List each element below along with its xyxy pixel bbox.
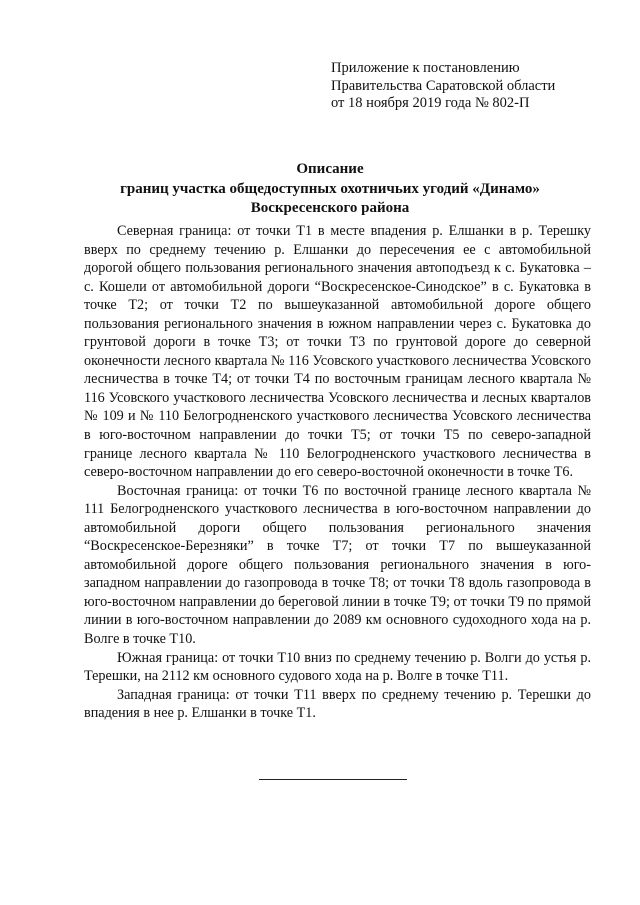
west-boundary-paragraph: Западная граница: от точки Т11 вверх по среднему течению р. Терешки до впадения в нее р. Елшанки в точке Т1. (84, 686, 591, 722)
title-line-1: Описание (296, 161, 364, 177)
closing-separator-line (259, 779, 407, 780)
appendix-line-2: Правительства Саратовской области (331, 77, 556, 94)
appendix-header (331, 60, 631, 113)
title-line-2: границ участка общедоступных охотничьих угодий «Динамо» (120, 180, 540, 197)
south-boundary-paragraph: Южная граница: от точки Т10 вниз по среднему течению р. Волги до устья р. Терешки, на 2112 км основного судового хода на р. Волге в точке Т11. (84, 649, 591, 685)
title-line-3: Воскресенского района (250, 200, 410, 216)
boundary-description (84, 222, 591, 723)
appendix-line-1: Приложение к постановлению (331, 60, 520, 76)
appendix-line-3: от 18 ноября 2019 года № 802-П (331, 95, 530, 111)
document-title (60, 160, 600, 219)
north-boundary-paragraph: Северная граница: от точки Т1 в месте впадения р. Елшанки в р. Терешку вверх по среднему течению р. Елшанки до пересечения ее с автомобильной дорогой общего пользования регионального значения автоподъезд к с. Букатовка – с. Кошели от автомобильной дороги “Воскресенское-Синодское” в с. Букатовка в точке Т2; от точки Т2 по вышеуказанной автомобильной дороге общего пользования регионального значения в южном направлении через с. Букатовка до грунтовой дороги в точке Т3; от точки Т3 по грунтовой дороге до северной оконечности лесного квартала № 116 Усовского участкового лесничества Усовского лесничества в точке Т4; от точки Т4 по восточным границам лесного квартала № 116 Усовского участкового лесничества Усовского лесничества и лесных кварталов № 109 и № 110 Белогродненского участкового лесничества Усовского лесничества в юго-восточном направлении до точки Т5; от точки Т5 по северо-западной границе лесного квартала № 110 Белогродненского участкового лесничества в северо-восточном направлении до его северо-восточной оконечности в точке Т6. (84, 223, 591, 481)
east-boundary-paragraph: Восточная граница: от точки Т6 по восточной границе лесного квартала № 111 Белогродненского участкового лесничества в юго-восточном направлении до автомобильной дороги общего пользования регионального значения “Воскресенское-Березняки” в точке Т7; от точки Т7 по вышеуказанной автомобильной дороге общего пользования регионального значения в юго-западном направлении до газопровода в точке Т8; от точки Т8 вдоль газопровода в юго-восточном направлении до береговой линии в точке Т9; от точки Т9 по прямой линии в юго-восточном направлении до 2089 км основного судоходного хода на р. Волге в точке Т10. (84, 482, 591, 648)
